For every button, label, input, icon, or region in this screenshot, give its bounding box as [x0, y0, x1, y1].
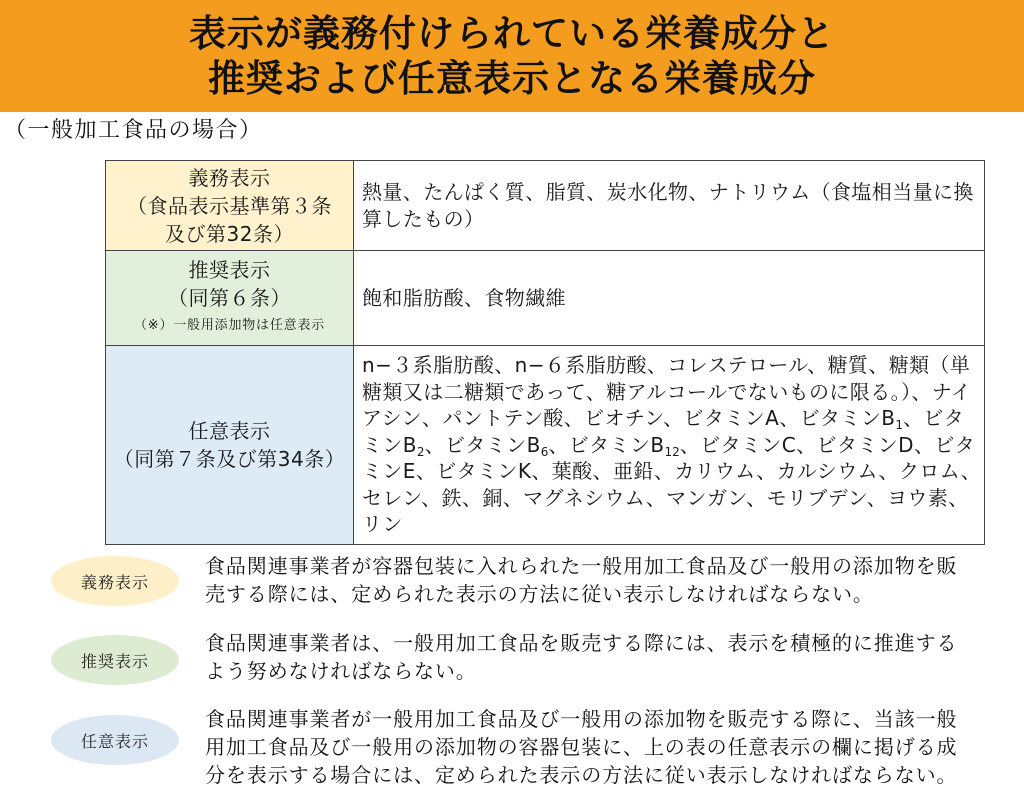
category-label: 推奨表示	[188, 258, 271, 282]
nutrient-item: 糖類（単糖類又は二糖類であって、糖アルコールでないものに限る。）	[362, 353, 971, 404]
nutrient-subscript: 1	[895, 418, 903, 432]
item-separator: 、	[421, 406, 443, 430]
nutrient-item: マグネシウム	[523, 485, 646, 510]
item-separator: 、	[663, 406, 684, 430]
item-separator: 、	[592, 459, 613, 483]
nutrient-item: カルシウム	[776, 459, 879, 483]
category-cell-recommended	[106, 251, 354, 346]
page-title-line-1: 表示が義務付けられている栄養成分と	[189, 12, 835, 55]
item-separator: 、	[868, 353, 889, 377]
item-separator: 、	[746, 485, 767, 510]
nutrient-item: セレン	[362, 485, 422, 510]
nutrient-item: 糖質	[827, 353, 869, 377]
nutrient-subscript: 2	[416, 444, 425, 459]
definition-badge-recommended: 推奨表示	[51, 635, 179, 685]
category-label: 義務表示	[188, 165, 271, 190]
item-separator: 、	[796, 432, 817, 457]
item-separator: 、	[866, 485, 887, 510]
nutrient-item: リン	[362, 512, 403, 536]
item-separator: 、	[653, 459, 675, 483]
item-separator: 、	[807, 353, 828, 377]
item-separator: 、	[424, 432, 445, 457]
item-separator: 、	[948, 485, 969, 510]
nutrient-item: 銅	[482, 485, 503, 510]
nutrient-item: ビタミン$B_2$	[362, 406, 965, 459]
nutrient-item: ビタミンA	[683, 406, 780, 430]
nutrient-item: ヨウ素	[886, 485, 949, 510]
category-note: （※）一般用添加物は任意表示	[133, 318, 326, 333]
table-row-optional	[106, 346, 985, 545]
item-separator: 、	[679, 432, 701, 457]
definition-text-mandatory: 食品関連事業者が容器包装に入れられた一般用加工食品及び一般用の添加物を販売する際には、定められた表示の方法に従い表示しなければならない。	[205, 554, 958, 606]
nutrient-item: 葉酸	[551, 459, 593, 483]
item-separator: 、	[461, 485, 483, 510]
nutrient-item: マンガン	[666, 485, 747, 510]
item-separator: 、	[645, 485, 667, 510]
legal-basis-line: （同第６条）	[168, 286, 291, 310]
nutrient-table-body	[106, 161, 985, 545]
item-separator: 、	[421, 485, 442, 510]
nutrient-item: カリウム	[674, 459, 757, 483]
table-row-recommended	[106, 251, 985, 346]
item-separator: 、	[502, 485, 524, 510]
item-separator: 、	[548, 432, 569, 457]
nutrient-subscript: 6	[540, 444, 549, 459]
nutrient-item: ビタミンD	[816, 432, 914, 457]
definition-text-optional: 食品関連事業者が一般用加工食品及び一般用の添加物を販売する際に、当該一般用加工食品及び一般用の添加物の容器包装に、上の表の任意表示の欄に掲げる成分を表示する場合には、定められた表示の方法に従い表示しなければならない。	[205, 707, 958, 787]
nutrient-item: 鉄	[441, 485, 462, 510]
item-separator: 、	[878, 459, 899, 483]
item-separator: 、	[756, 459, 777, 483]
item-separator: 、	[903, 406, 924, 430]
nutrient-list-recommended: 飽和脂肪酸、食物繊維	[354, 251, 985, 346]
legal-basis-line: （食品表示基準第３条	[127, 193, 332, 218]
nutrient-item: ビタミン$B_{12}$	[568, 432, 680, 459]
item-separator: 、	[960, 459, 982, 483]
nutrient-item: ナイアシン	[362, 379, 972, 430]
category-cell-mandatory	[106, 161, 354, 251]
nutrient-list-optional	[354, 346, 985, 545]
nutrient-item: n−６系脂肪酸	[514, 353, 647, 377]
definition-text-recommended: 食品関連事業者は、一般用加工食品を販売する際には、表示を積極的に推進するよう努めなければならない。	[205, 631, 958, 683]
legal-basis-line: （同第７条及び第34条）	[113, 446, 346, 471]
title-bar	[0, 0, 1024, 112]
nutrient-list-mandatory: 熱量、たんぱく質、脂質、炭水化物、ナトリウム（食塩相当量に換算したもの）	[354, 161, 985, 251]
legal-basis-line: 及び第32条）	[165, 221, 294, 246]
nutrient-item: ビオチン	[584, 406, 664, 430]
table-row-mandatory	[106, 161, 985, 251]
definition-badge-mandatory: 義務表示	[51, 556, 179, 606]
page-subtitle: （一般加工食品の場合）	[4, 118, 263, 143]
nutrient-table	[105, 160, 985, 545]
item-separator: 、	[779, 406, 800, 430]
definition-badge-optional: 任意表示	[51, 715, 179, 765]
nutrient-item: パントテン酸	[442, 406, 564, 430]
nutrient-item: ビタミンE	[362, 432, 976, 483]
item-separator: 、	[646, 353, 668, 377]
nutrient-item: ビタミン$B_1$	[799, 406, 903, 432]
category-cell-optional	[106, 346, 354, 545]
item-separator: 、	[913, 432, 935, 457]
category-label: 任意表示	[188, 418, 271, 443]
item-separator: 、	[911, 379, 932, 404]
nutrient-item: ビタミンK	[436, 459, 532, 483]
nutrient-item: クロム	[898, 459, 961, 483]
nutrient-item: n−３系脂肪酸	[362, 353, 495, 377]
nutrient-item: ビタミン$B_6$	[444, 432, 549, 459]
nutrient-subscript: 12	[664, 444, 680, 459]
item-separator: 、	[415, 459, 437, 483]
item-separator: 、	[494, 353, 515, 377]
page-title-line-2: 推奨および任意表示となる栄養成分	[208, 57, 816, 100]
nutrient-item: コレステロール	[667, 353, 808, 377]
item-separator: 、	[563, 406, 585, 430]
nutrient-item: モリブデン	[766, 485, 867, 510]
nutrient-item: ビタミンC	[700, 432, 797, 457]
item-separator: 、	[531, 459, 552, 483]
nutrient-item: 亜鉛	[613, 459, 654, 483]
